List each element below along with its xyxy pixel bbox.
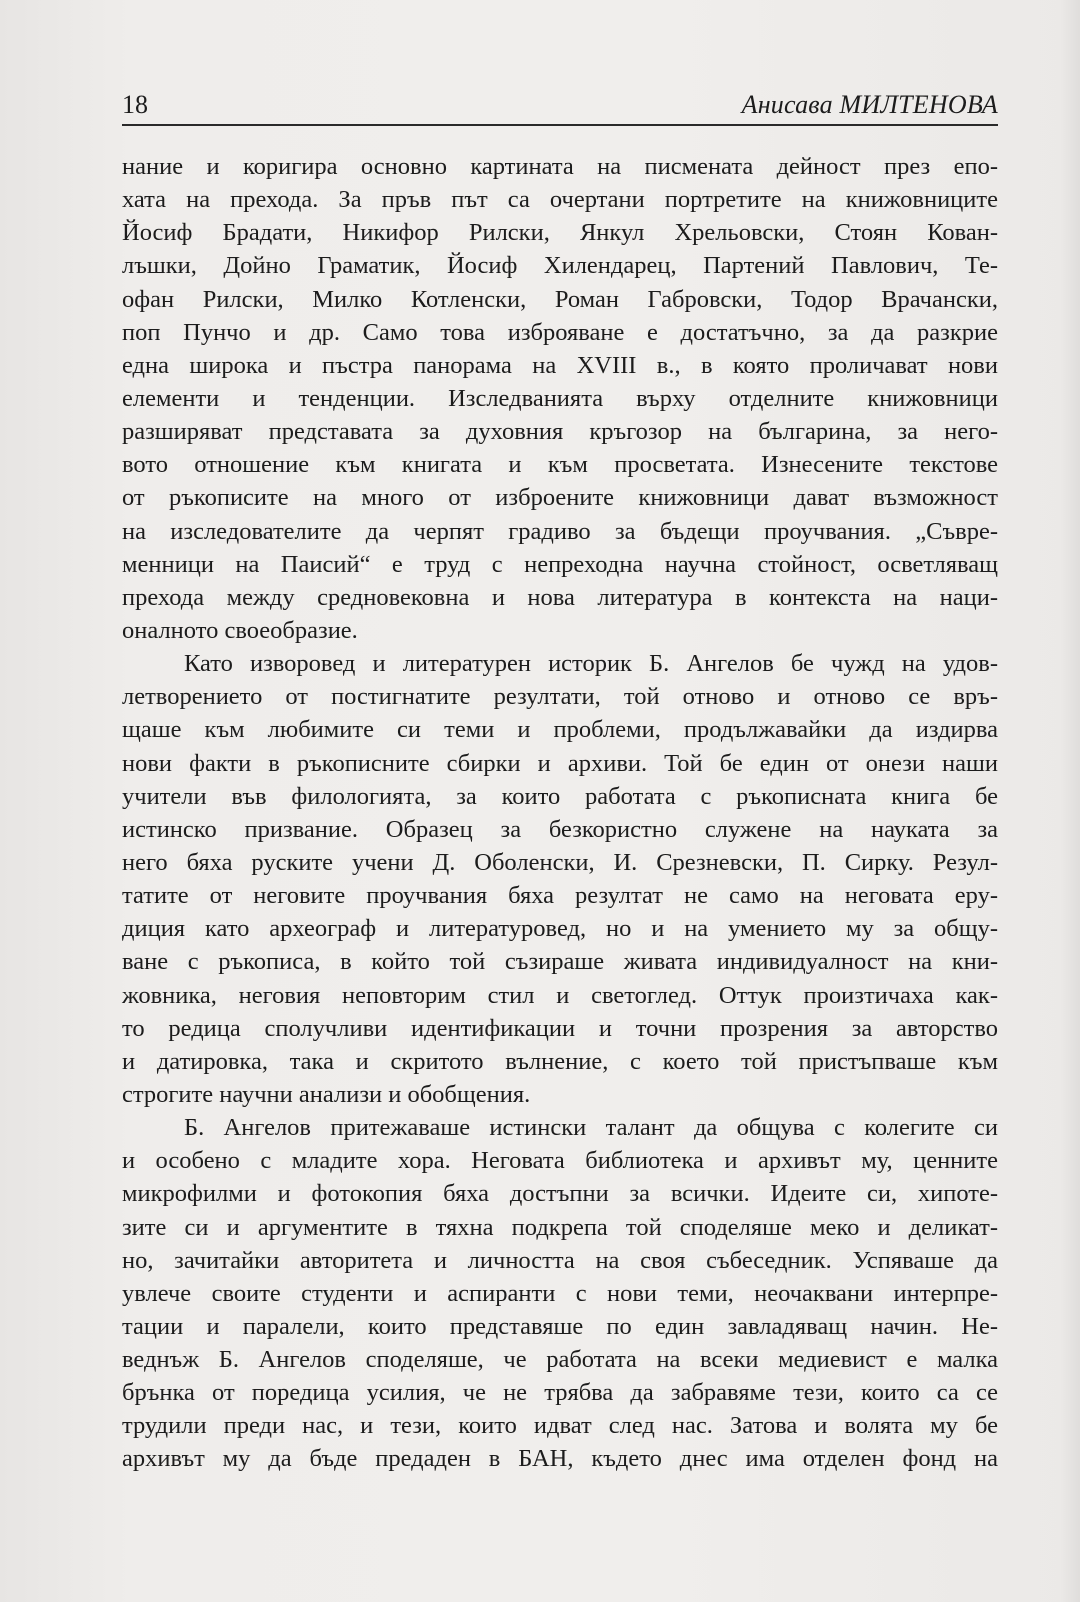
text-line: архивът му да бъде предаден в БАН, където днес има отделен фонд на	[122, 1445, 998, 1473]
text-line: прехода между средновековна и нова литература в контекста на наци-	[122, 583, 998, 611]
text-line: вото отношение към книгата и към просветата. Изнесените текстове	[122, 451, 998, 479]
text-line: поп Пунчо и др. Само това изброяване е достатъчно, за да разкрие	[122, 318, 998, 346]
text-line: то редица сполучливи идентификации и точни прозрения за авторство	[122, 1014, 998, 1042]
running-head-author: Анисава МИЛТЕНОВА	[741, 90, 998, 119]
paragraph-first-line: Б. Ангелов притежаваше истински талант да общува с колегите си	[184, 1114, 998, 1142]
text-line: веднъж Б. Ангелов споделяше, че работата на всеки медиевист е малка	[122, 1346, 998, 1374]
text-line: увлече своите студенти и аспиранти с нови теми, неочаквани интерпре-	[122, 1279, 998, 1307]
text-line: жовника, неговия неповторим стил и светоглед. Оттук произтичаха как-	[122, 981, 998, 1009]
text-line: но, зачитайки авторитета и личността на своя събеседник. Успяваше да	[122, 1246, 998, 1274]
text-line: нание и коригира основно картината на писмената дейност през епо-	[122, 153, 998, 180]
text-line: микрофилми и фотокопия бяха достъпни за всички. Идеите си, хипоте-	[122, 1180, 998, 1208]
text-line: от ръкописите на много от изброените книжовници дават възможност	[122, 484, 998, 512]
paragraph-last-line: строгите научни анализи и обобщения.	[122, 1080, 531, 1108]
page-edge-shadow	[1060, 0, 1080, 1602]
text-line: и особено с младите хора. Неговата библиотека и архивът му, ценните	[122, 1147, 998, 1175]
text-line: учители във филологията, за които работата с ръкописната книга бе	[122, 782, 998, 810]
text-line: Йосиф Брадати, Никифор Рилски, Янкул Хрельовски, Стоян Кован-	[122, 219, 998, 247]
text-line: офан Рилски, Милко Котленски, Роман Габровски, Тодор Врачански,	[122, 285, 998, 313]
text-line: нови факти в ръкописните сбирки и архиви. Той бе един от онези наши	[122, 749, 998, 777]
text-line: истинско призвание. Образец за безкористно служене на науката за	[122, 815, 998, 843]
body-text	[122, 150, 998, 1476]
text-line: летворението от постигнатите резултати, той отново и отново се връ-	[122, 683, 998, 711]
paragraph-first-line: Като изворовед и литературен историк Б. Ангелов бе чужд на удов-	[184, 650, 998, 678]
text-line: на изследователите да черпят градиво за бъдещи проучвания. „Съвре-	[122, 517, 998, 545]
page-header	[122, 86, 998, 126]
text-line: ване с ръкописа, в който той съзираше живата индивидуалност на кни-	[122, 948, 998, 976]
text-line: хата на прехода. За пръв път са очертани портретите на книжовниците	[122, 186, 998, 214]
text-line: татите от неговите проучвания бяха резултат не само на неговата еру-	[122, 882, 998, 910]
text-line: брънка от поредица усилия, че не трябва да забравяме тези, които са се	[122, 1379, 998, 1407]
text-line: и датировка, така и скритото вълнение, с което той пристъпваше към	[122, 1047, 998, 1075]
text-line: елементи и тенденции. Изследванията върху отделните книжовници	[122, 384, 998, 412]
paragraph-last-line: оналното своеобразие.	[122, 616, 358, 644]
text-line: него бяха руските учени Д. Оболенски, И. Срезневски, П. Сирку. Резул-	[122, 848, 998, 876]
text-line: щаше към любимите си теми и проблеми, продължавайки да издирва	[122, 716, 998, 744]
text-line: менници на Паисий“ е труд с непреходна научна стойност, осветляващ	[122, 550, 998, 578]
page-number: 18	[122, 90, 148, 119]
text-line: тации и паралели, които представяше по един завладяващ начин. Не-	[122, 1312, 998, 1340]
text-line: лъшки, Дойно Граматик, Йосиф Хилендарец, Партений Павлович, Те-	[122, 252, 998, 280]
text-line: разширяват представата за духовния кръгозор на българина, за него-	[122, 418, 998, 446]
text-line: зите си и аргументите в тяхна подкрепа той споделяше меко и деликат-	[122, 1213, 998, 1241]
text-line: диция като археограф и литературовед, но и на умението му за общу-	[122, 915, 998, 943]
text-line: трудили преди нас, и тези, които идват след нас. Затова и волята му бе	[122, 1412, 998, 1440]
text-line: една широка и пъстра панорама на XVIII в., в която проличават нови	[122, 351, 998, 379]
